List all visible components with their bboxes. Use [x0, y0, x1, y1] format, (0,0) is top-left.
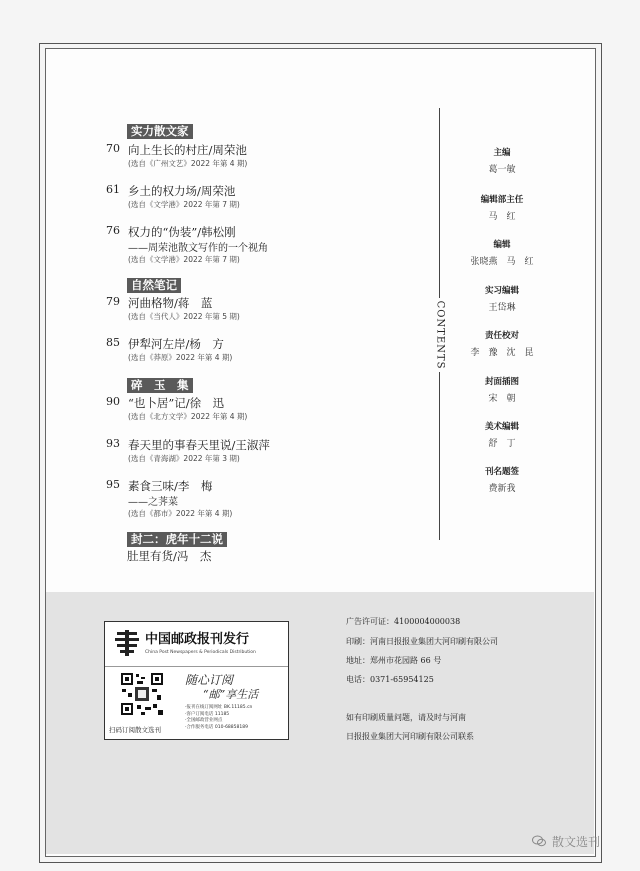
china-post-ad[interactable]: [104, 621, 289, 740]
divider-upper: [439, 108, 440, 298]
staff-name: 舒 丁: [488, 439, 516, 449]
staff-role: 责任校对: [484, 331, 519, 341]
page-number: 95: [106, 478, 120, 491]
page-number: 85: [106, 336, 120, 349]
staff-role: 实习编辑: [484, 286, 519, 296]
staff-role: 编辑部主任: [480, 195, 524, 205]
watermark-text: 散文选刊: [552, 835, 601, 849]
staff-role: 美术编辑: [484, 422, 519, 432]
printer-info: 印刷：河南日报报业集团大河印刷有限公司: [346, 637, 498, 646]
staff-block: [458, 146, 546, 175]
page-number: 90: [106, 395, 120, 408]
section-label-2: 自然笔记: [127, 278, 181, 293]
page-number: 61: [106, 183, 120, 196]
ad-info-line: ·全国邮政营业网点: [185, 718, 223, 723]
entry-title: 伊犁河左岸/杨 方: [128, 337, 224, 351]
entry-subtitle: ——之荠菜: [128, 497, 178, 508]
contents-vertical-label: [432, 300, 448, 370]
wechat-icon: [532, 835, 546, 847]
post-logo-text: 中国邮政报刊发行: [145, 632, 250, 647]
staff-name: 宋 朝: [488, 394, 516, 404]
staff-role: 主编: [493, 148, 511, 158]
entry-title: “也卜居”记/徐 迅: [128, 396, 225, 410]
staff-name: 葛一敏: [488, 165, 516, 175]
staff-role: 封面插图: [484, 377, 519, 387]
section-label-4: 封二：虎年十二说: [127, 532, 227, 547]
staff-name: 张晓燕 马 红: [470, 257, 534, 267]
entry-source: (选自《莽原》2022 年第 4 期): [128, 353, 233, 362]
contents-text: CONTENTS: [434, 300, 446, 370]
entry-title: 河曲格物/蒋 蓝: [128, 296, 213, 310]
ad-slogan-2: “邮”享生活: [203, 688, 259, 701]
staff-block: [458, 284, 546, 313]
phone-info: 电话：0371-65954125: [346, 675, 434, 684]
entry-source: (选自《北方文学》2022 年第 4 期): [128, 412, 248, 421]
china-post-logo-icon: [114, 628, 140, 658]
entry-title: 春天里的事春天里说/王淑萍: [128, 438, 270, 452]
address-info: 地址：郑州市花园路 66 号: [346, 656, 442, 665]
ad-slogan-1: 随心订阅: [185, 673, 234, 687]
qr-caption: 扫码订阅散文选刊: [109, 726, 161, 734]
entry-source: (选自《都市》2022 年第 4 期): [128, 509, 233, 518]
entry-source: (选自《当代人》2022 年第 5 期): [128, 312, 240, 321]
entry-source: (选自《广州文艺》2022 年第 4 期): [128, 159, 248, 168]
section-label-3: 碎 玉 集: [127, 378, 193, 393]
entry-source: (选自《文学港》2022 年第 7 期): [128, 255, 240, 264]
staff-name: 王岱琳: [488, 303, 516, 313]
staff-name: 费新我: [488, 484, 516, 494]
cover-two-entry[interactable]: 肚里有货/冯 杰: [127, 549, 212, 563]
ad-info-line: ·客户订阅电话 11185: [185, 711, 230, 717]
quality-notice-2: 日报报业集团大河印刷有限公司联系: [346, 732, 474, 741]
entry-title: 权力的“伪装”/韩松刚: [128, 225, 236, 239]
staff-role: 刊名题签: [484, 467, 519, 477]
post-logo-row: [105, 622, 288, 667]
staff-block: [458, 329, 546, 358]
divider-lower: [439, 372, 440, 540]
staff-name: 李 豫 沈 昆: [470, 348, 534, 358]
page-number: 93: [106, 437, 120, 450]
ad-info-lines: [185, 705, 252, 731]
staff-block: [458, 465, 546, 494]
page-number: 76: [106, 224, 120, 237]
staff-name: 马 红: [488, 212, 516, 222]
staff-block: [458, 420, 546, 449]
ad-license: 广告许可证：4100004000038: [346, 617, 461, 626]
page-number: 70: [106, 142, 120, 155]
quality-notice-1: 如有印刷质量问题，请及时与河南: [346, 713, 466, 722]
post-logo-english: China Post Newspapers & Periodicals Distribution: [145, 650, 256, 655]
staff-block: [458, 193, 546, 222]
staff-role: 编辑: [493, 240, 511, 250]
entry-title: 素食三味/李 梅: [128, 479, 213, 493]
entry-source: (选自《青海湖》2022 年第 3 期): [128, 454, 240, 463]
staff-block: [458, 375, 546, 404]
ad-info-line: ·报刊在线订阅网址 BK.11185.cn: [185, 705, 253, 710]
ad-info-line: ·合作服务电话 010-68858189: [185, 724, 248, 730]
section-label-1: 实力散文家: [127, 124, 193, 139]
staff-block: [458, 238, 546, 267]
entry-subtitle: ——周荣池散文写作的一个视角: [128, 243, 268, 254]
page-number: 79: [106, 295, 120, 308]
entry-title: 向上生长的村庄/周荣池: [128, 143, 247, 157]
entry-title: 乡土的权力场/周荣池: [128, 184, 236, 198]
qr-code-icon: [119, 671, 165, 717]
entry-source: (选自《文学港》2022 年第 7 期): [128, 200, 240, 209]
